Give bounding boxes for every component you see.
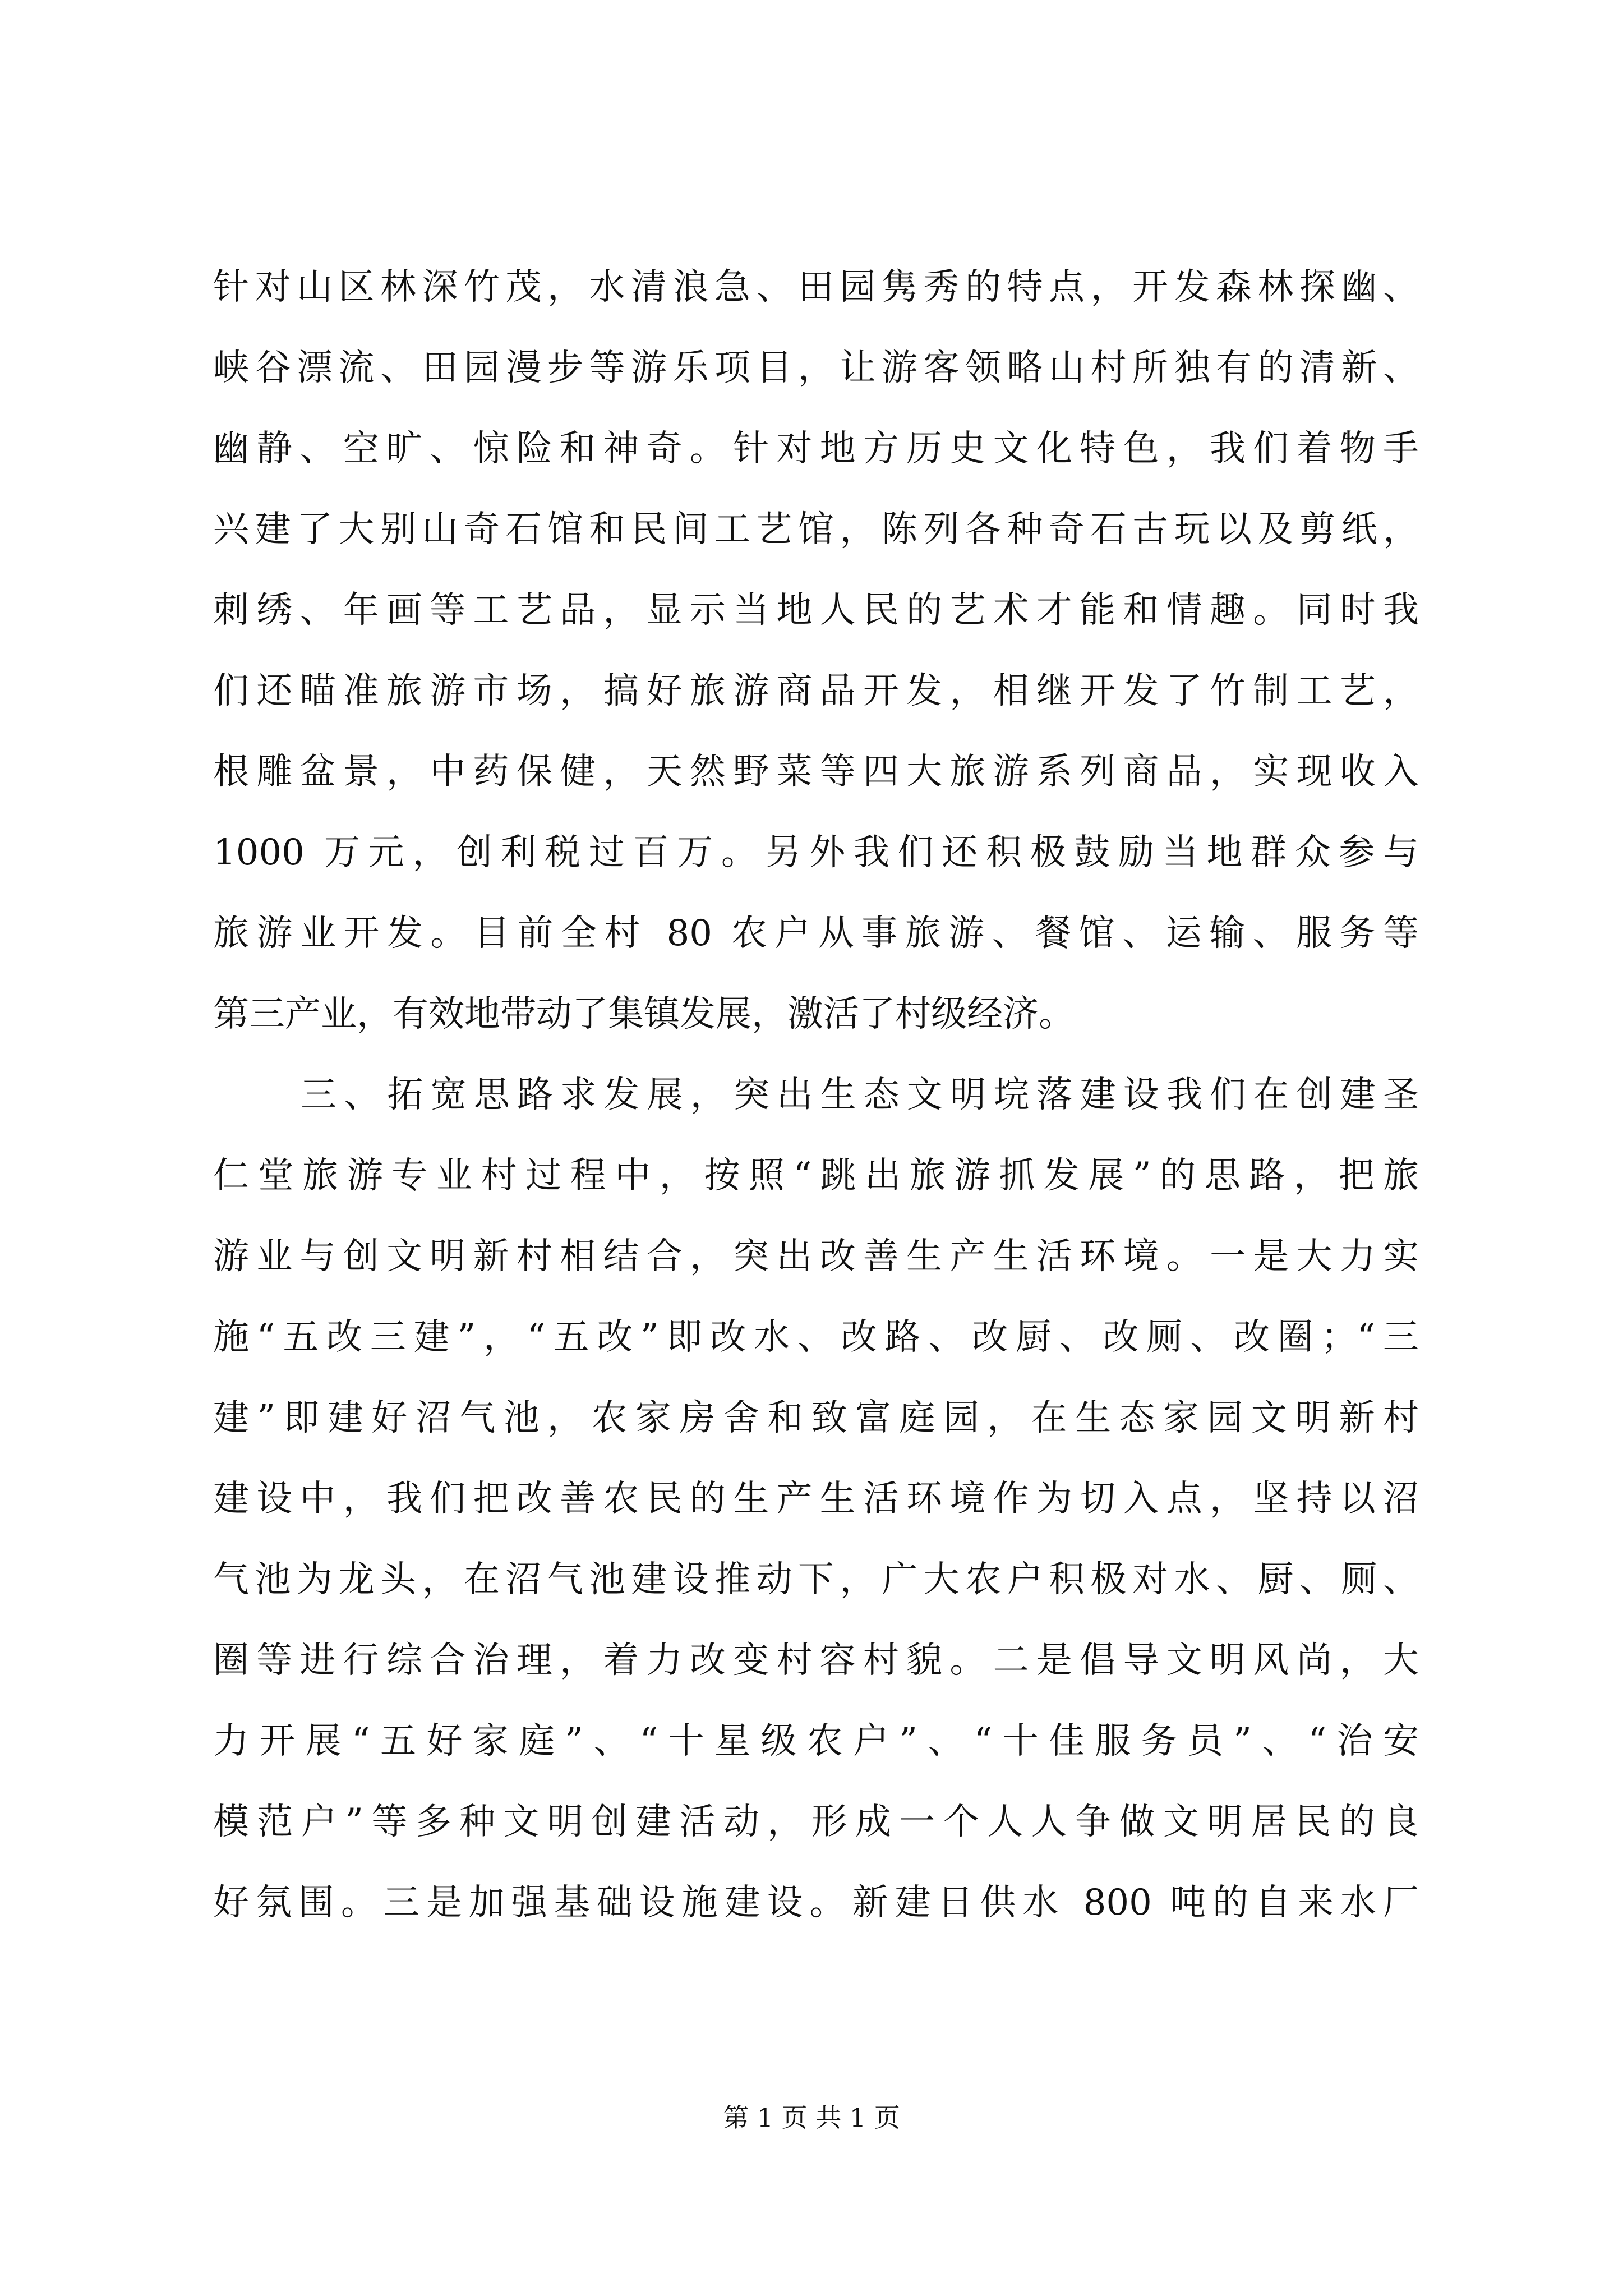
text-line: 力开展“五好家庭”、“十星级农户”、“十佳服务员”、“治安 xyxy=(213,1720,1419,1762)
text-line: 刺绣、年画等工艺品，显示当地人民的艺术才能和情趣。同时我 xyxy=(213,590,1419,631)
page-number-label: 第 1 页 共 1 页 xyxy=(723,2102,900,2133)
text-line: 们还瞄准旅游市场，搞好旅游商品开发，相继开发了竹制工艺， xyxy=(213,670,1419,712)
text-line: 兴建了大别山奇石馆和民间工艺馆，陈列各种奇石古玩以及剪纸， xyxy=(213,509,1419,550)
text-line: 第三产业，有效地带动了集镇发展，激活了村级经济。 xyxy=(213,993,1075,1035)
text-line: 仁堂旅游专业村过程中，按照“跳出旅游抓发展”的思路，把旅 xyxy=(213,1155,1419,1197)
text-line: 峡谷漂流、田园漫步等游乐项目，让游客领略山村所独有的清新、 xyxy=(213,347,1419,389)
text-line: 建”即建好沼气池，农家房舍和致富庭园，在生态家园文明新村 xyxy=(213,1397,1419,1439)
text-line: 建设中，我们把改善农民的生产生活环境作为切入点，坚持以沼 xyxy=(213,1478,1419,1520)
text-line: 气池为龙头，在沼气池建设推动下，广大农户积极对水、厨、厕、 xyxy=(213,1559,1419,1600)
text-line: 根雕盆景，中药保健，天然野菜等四大旅游系列商品，实现收入 xyxy=(213,751,1419,793)
text-line: 三、拓宽思路求发展，突出生态文明垸落建设我们在创建圣 xyxy=(301,1074,1419,1116)
text-line: 针对山区林深竹茂，水清浪急、田园隽秀的特点，开发森林探幽、 xyxy=(213,266,1419,308)
text-line: 圈等进行综合治理，着力改变村容村貌。二是倡导文明风尚，大 xyxy=(213,1640,1419,1681)
text-line: 幽静、空旷、惊险和神奇。针对地方历史文化特色，我们着物手 xyxy=(213,428,1419,470)
text-line: 1000 万元，创利税过百万。另外我们还积极鼓励当地群众参与 xyxy=(213,832,1419,873)
text-line: 施“五改三建”，“五改”即改水、改路、改厨、改厕、改圈；“三 xyxy=(213,1317,1419,1358)
text-line: 模范户”等多种文明创建活动，形成一个人人争做文明居民的良 xyxy=(213,1801,1419,1843)
body-text xyxy=(213,247,1419,1943)
text-line: 旅游业开发。目前全村 80 农户从事旅游、餐馆、运输、服务等 xyxy=(213,913,1419,954)
text-line: 游业与创文明新村相结合，突出改善生产生活环境。一是大力实 xyxy=(213,1236,1419,1277)
text-line: 好氛围。三是加强基础设施建设。新建日供水 800 吨的自来水厂 xyxy=(213,1882,1419,1924)
page-footer xyxy=(0,2101,1623,2134)
